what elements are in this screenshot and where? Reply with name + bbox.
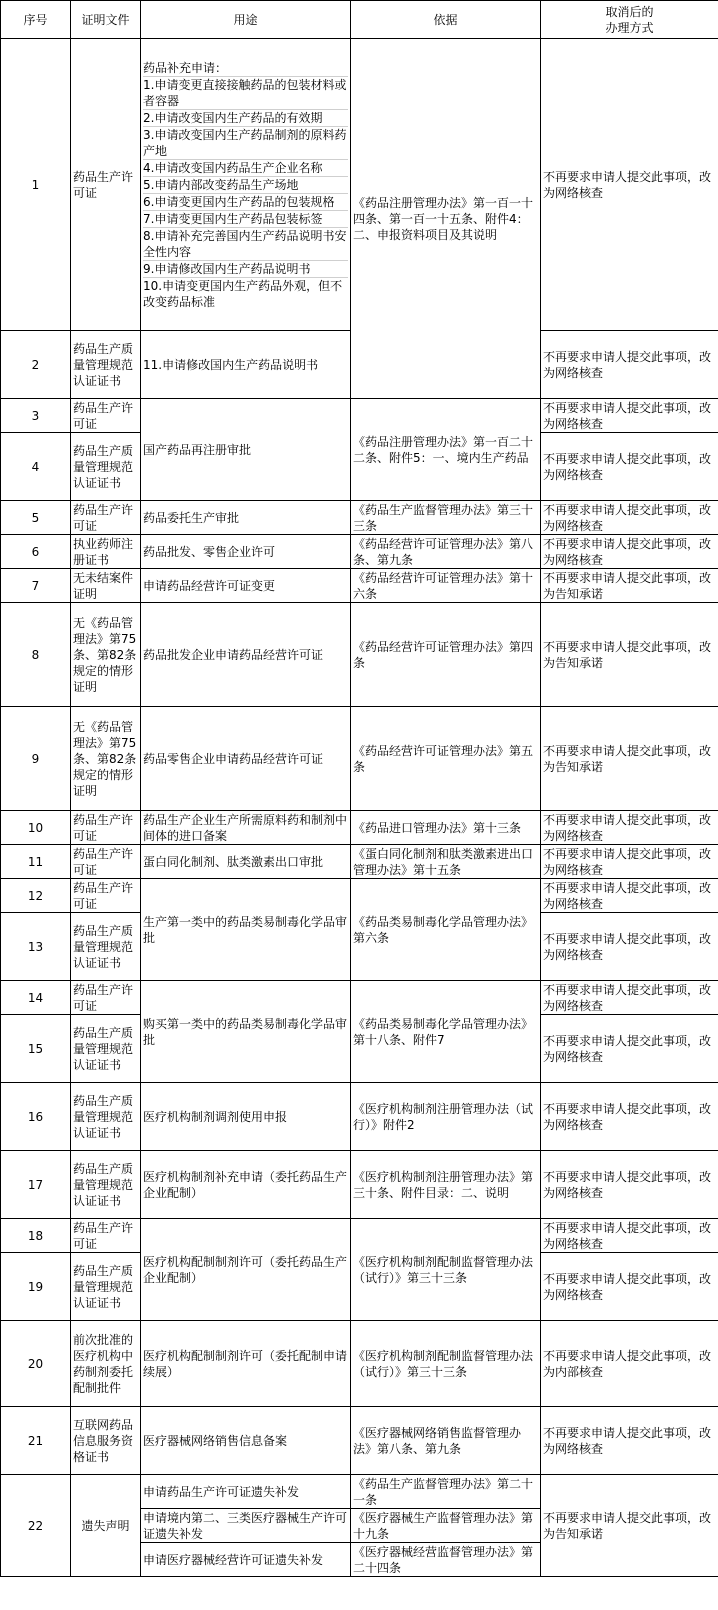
- row-method: 不再要求申请人提交此事项，改为网络核查: [541, 501, 718, 535]
- purpose-item: 8.申请补充完善国内生产药品说明书安全性内容: [143, 228, 347, 259]
- row-no: 9: [1, 707, 71, 811]
- purpose-item: 1.申请变更直接接触药品的包装材料或者容器: [143, 77, 347, 108]
- row-doc: 执业药师注册证书: [71, 535, 141, 569]
- row-basis: 《药品生产监督管理办法》第二十一条: [351, 1475, 541, 1509]
- row-basis: 《药品类易制毒化学品管理办法》第十八条、附件7: [351, 981, 541, 1083]
- row-no: 7: [1, 569, 71, 603]
- row-doc: 药品生产许可证: [71, 879, 141, 913]
- row-basis: 《医疗器械网络销售监督管理办法》第八条、第九条: [351, 1407, 541, 1475]
- row-method: 不再要求申请人提交此事项，改为网络核查: [541, 981, 718, 1015]
- row-method: 不再要求申请人提交此事项，改为网络核查: [541, 1253, 718, 1321]
- row-method: 不再要求申请人提交此事项，改为网络核查: [541, 879, 718, 913]
- purpose-item: 药品补充申请：: [143, 60, 228, 75]
- row-purpose: 申请药品生产许可证遗失补发: [141, 1475, 351, 1509]
- row-purpose: 医疗机构配制制剂许可（委托配制申请续展）: [141, 1321, 351, 1407]
- row-purpose: 申请医疗器械经营许可证遗失补发: [141, 1543, 351, 1577]
- row-basis: 《医疗机构制剂注册管理办法（试行）》附件2: [351, 1083, 541, 1151]
- row-basis: 《药品类易制毒化学品管理办法》第六条: [351, 879, 541, 981]
- table-row: [1, 39, 718, 331]
- row-no: 2: [1, 331, 71, 399]
- row-basis: 《蛋白同化制剂和肽类激素进出口管理办法》第十五条: [351, 845, 541, 879]
- purpose-item: 9.申请修改国内生产药品说明书: [143, 260, 348, 277]
- table-row: [1, 399, 718, 433]
- row-method: 不再要求申请人提交此事项，改为告知承诺: [541, 707, 718, 811]
- table-row: [1, 879, 718, 913]
- table-row: [1, 1475, 718, 1509]
- row-doc: 药品生产许可证: [71, 501, 141, 535]
- row-no: 6: [1, 535, 71, 569]
- row-basis: 《药品注册管理办法》第一百一十四条、第一百一十五条、附件4：二、申报资料项目及其说明: [351, 39, 541, 399]
- row-no: 13: [1, 913, 71, 981]
- row-doc: 药品生产质量管理规范认证证书: [71, 913, 141, 981]
- row-purpose: 国产药品再注册审批: [141, 399, 351, 501]
- row-method: 不再要求申请人提交此事项，改为网络核查: [541, 331, 718, 399]
- row-doc: 药品生产质量管理规范认证证书: [71, 1083, 141, 1151]
- row-method: 不再要求申请人提交此事项，改为网络核查: [541, 1151, 718, 1219]
- row-purpose: 医疗机构制剂补充申请（委托药品生产企业配制）: [141, 1151, 351, 1219]
- row-basis: 《医疗机构制剂配制监督管理办法（试行）》第三十三条: [351, 1321, 541, 1407]
- row-purpose: 蛋白同化制剂、肽类激素出口审批: [141, 845, 351, 879]
- table-row: [1, 1151, 718, 1219]
- row-purpose: 药品生产企业生产所需原料药和制剂中间体的进口备案: [141, 811, 351, 845]
- row-method: 不再要求申请人提交此事项，改为内部核查: [541, 1321, 718, 1407]
- row-purpose: 药品批发、零售企业许可: [141, 535, 351, 569]
- row-method: 不再要求申请人提交此事项，改为告知承诺: [541, 569, 718, 603]
- purpose-item: 6.申请变更国内生产药品的包装规格: [143, 193, 348, 210]
- row-doc: 药品生产许可证: [71, 811, 141, 845]
- row-no: 16: [1, 1083, 71, 1151]
- header-purpose: 用途: [141, 1, 351, 39]
- row-method: 不再要求申请人提交此事项，改为告知承诺: [541, 603, 718, 707]
- row-doc: 无《药品管理法》第75条、第82条规定的情形证明: [71, 603, 141, 707]
- row-basis: 《药品经营许可证管理办法》第十六条: [351, 569, 541, 603]
- table-row: [1, 981, 718, 1015]
- row-method: 不再要求申请人提交此事项，改为网络核查: [541, 399, 718, 433]
- table-row: [1, 1407, 718, 1475]
- row-method: 不再要求申请人提交此事项，改为网络核查: [541, 1219, 718, 1253]
- row-no: 21: [1, 1407, 71, 1475]
- row-doc: 遗失声明: [71, 1475, 141, 1577]
- row-doc: 前次批准的医疗机构中药制剂委托配制批件: [71, 1321, 141, 1407]
- row-no: 22: [1, 1475, 71, 1577]
- row-no: 4: [1, 433, 71, 501]
- row-doc: 药品生产质量管理规范认证证书: [71, 1015, 141, 1083]
- row-no: 18: [1, 1219, 71, 1253]
- row-basis: 《药品经营许可证管理办法》第八条、第九条: [351, 535, 541, 569]
- row-basis: 《药品生产监督管理办法》第三十三条: [351, 501, 541, 535]
- row-purpose: 医疗机构配制制剂许可（委托药品生产企业配制）: [141, 1219, 351, 1321]
- row-doc: 互联网药品信息服务资格证书: [71, 1407, 141, 1475]
- row-no: 1: [1, 39, 71, 331]
- row-method: 不再要求申请人提交此事项，改为网络核查: [541, 845, 718, 879]
- row-no: 20: [1, 1321, 71, 1407]
- header-row: [1, 1, 718, 39]
- row-doc: 药品生产质量管理规范认证证书: [71, 433, 141, 501]
- row-doc: 无未结案件证明: [71, 569, 141, 603]
- header-no: 序号: [1, 1, 71, 39]
- row-purpose: 医疗机构制剂调剂使用申报: [141, 1083, 351, 1151]
- row-doc: 药品生产质量管理规范认证证书: [71, 1151, 141, 1219]
- row-no: 8: [1, 603, 71, 707]
- header-method: 取消后的 办理方式: [541, 1, 718, 39]
- row-method: 不再要求申请人提交此事项，改为网络核查: [541, 39, 718, 331]
- row-basis: 《药品经营许可证管理办法》第五条: [351, 707, 541, 811]
- row-doc: 药品生产许可证: [71, 39, 141, 331]
- purpose-item: 3.申请改变国内生产药品制剂的原料药产地: [143, 127, 347, 158]
- row-method: 不再要求申请人提交此事项，改为网络核查: [541, 811, 718, 845]
- row-no: 11: [1, 845, 71, 879]
- row-doc: 药品生产质量管理规范认证证书: [71, 331, 141, 399]
- table-row: [1, 1219, 718, 1253]
- row-basis: 《医疗器械生产监督管理办法》第十九条: [351, 1509, 541, 1543]
- table-row: [1, 501, 718, 535]
- row-purpose: 药品委托生产审批: [141, 501, 351, 535]
- row-basis: 《药品经营许可证管理办法》第四条: [351, 603, 541, 707]
- row-purpose: 医疗器械网络销售信息备案: [141, 1407, 351, 1475]
- row-purpose: 申请药品经营许可证变更: [141, 569, 351, 603]
- row-doc: 无《药品管理法》第75条、第82条规定的情形证明: [71, 707, 141, 811]
- row-basis: 《医疗机构制剂注册管理办法》第三十条、附件目录：二、说明: [351, 1151, 541, 1219]
- table-row: [1, 1321, 718, 1407]
- row-purpose: 药品批发企业申请药品经营许可证: [141, 603, 351, 707]
- row-purpose: [141, 39, 351, 331]
- row-doc: 药品生产许可证: [71, 845, 141, 879]
- row-basis: 《医疗器械经营监督管理办法》第二十四条: [351, 1543, 541, 1577]
- row-method: 不再要求申请人提交此事项，改为网络核查: [541, 1015, 718, 1083]
- row-method: 不再要求申请人提交此事项，改为网络核查: [541, 1083, 718, 1151]
- row-method: 不再要求申请人提交此事项，改为网络核查: [541, 535, 718, 569]
- row-method: 不再要求申请人提交此事项，改为网络核查: [541, 433, 718, 501]
- purpose-item: 5.申请内部改变药品生产场地: [143, 176, 348, 193]
- row-purpose: 申请境内第二、三类医疗器械生产许可证遗失补发: [141, 1509, 351, 1543]
- row-method: 不再要求申请人提交此事项，改为网络核查: [541, 1407, 718, 1475]
- purpose-item: 4.申请改变国内药品生产企业名称: [143, 159, 348, 176]
- row-doc: 药品生产许可证: [71, 1219, 141, 1253]
- row-method: 不再要求申请人提交此事项，改为网络核查: [541, 913, 718, 981]
- row-doc: 药品生产许可证: [71, 399, 141, 433]
- row-no: 12: [1, 879, 71, 913]
- purpose-item: 7.申请变更国内生产药品包装标签: [143, 210, 348, 227]
- row-no: 14: [1, 981, 71, 1015]
- table-row: [1, 707, 718, 811]
- row-basis: 《药品进口管理办法》第十三条: [351, 811, 541, 845]
- purpose-item: 10.申请变更国内生产药品外观，但不改变药品标准: [143, 277, 348, 310]
- row-doc: 药品生产质量管理规范认证证书: [71, 1253, 141, 1321]
- row-basis: 《医疗机构制剂配制监督管理办法（试行）》第三十三条: [351, 1219, 541, 1321]
- table-row: [1, 845, 718, 879]
- purpose-item: 2.申请改变国内生产药品的有效期: [143, 109, 348, 126]
- row-no: 5: [1, 501, 71, 535]
- row-no: 15: [1, 1015, 71, 1083]
- row-basis: 《药品注册管理办法》第一百二十二条、附件5：一、境内生产药品: [351, 399, 541, 501]
- header-doc: 证明文件: [71, 1, 141, 39]
- table-row: [1, 1083, 718, 1151]
- row-purpose: 购买第一类中的药品类易制毒化学品审批: [141, 981, 351, 1083]
- row-doc: 药品生产许可证: [71, 981, 141, 1015]
- header-basis: 依据: [351, 1, 541, 39]
- row-no: 3: [1, 399, 71, 433]
- row-method: 不再要求申请人提交此事项，改为告知承诺: [541, 1475, 718, 1577]
- table-row: [1, 535, 718, 569]
- row-no: 17: [1, 1151, 71, 1219]
- row-purpose: 生产第一类中的药品类易制毒化学品审批: [141, 879, 351, 981]
- row-purpose: 11.申请修改国内生产药品说明书: [141, 331, 351, 399]
- table-row: [1, 569, 718, 603]
- row-purpose: 药品零售企业申请药品经营许可证: [141, 707, 351, 811]
- row-no: 10: [1, 811, 71, 845]
- table-row: [1, 603, 718, 707]
- row-no: 19: [1, 1253, 71, 1321]
- table-row: [1, 811, 718, 845]
